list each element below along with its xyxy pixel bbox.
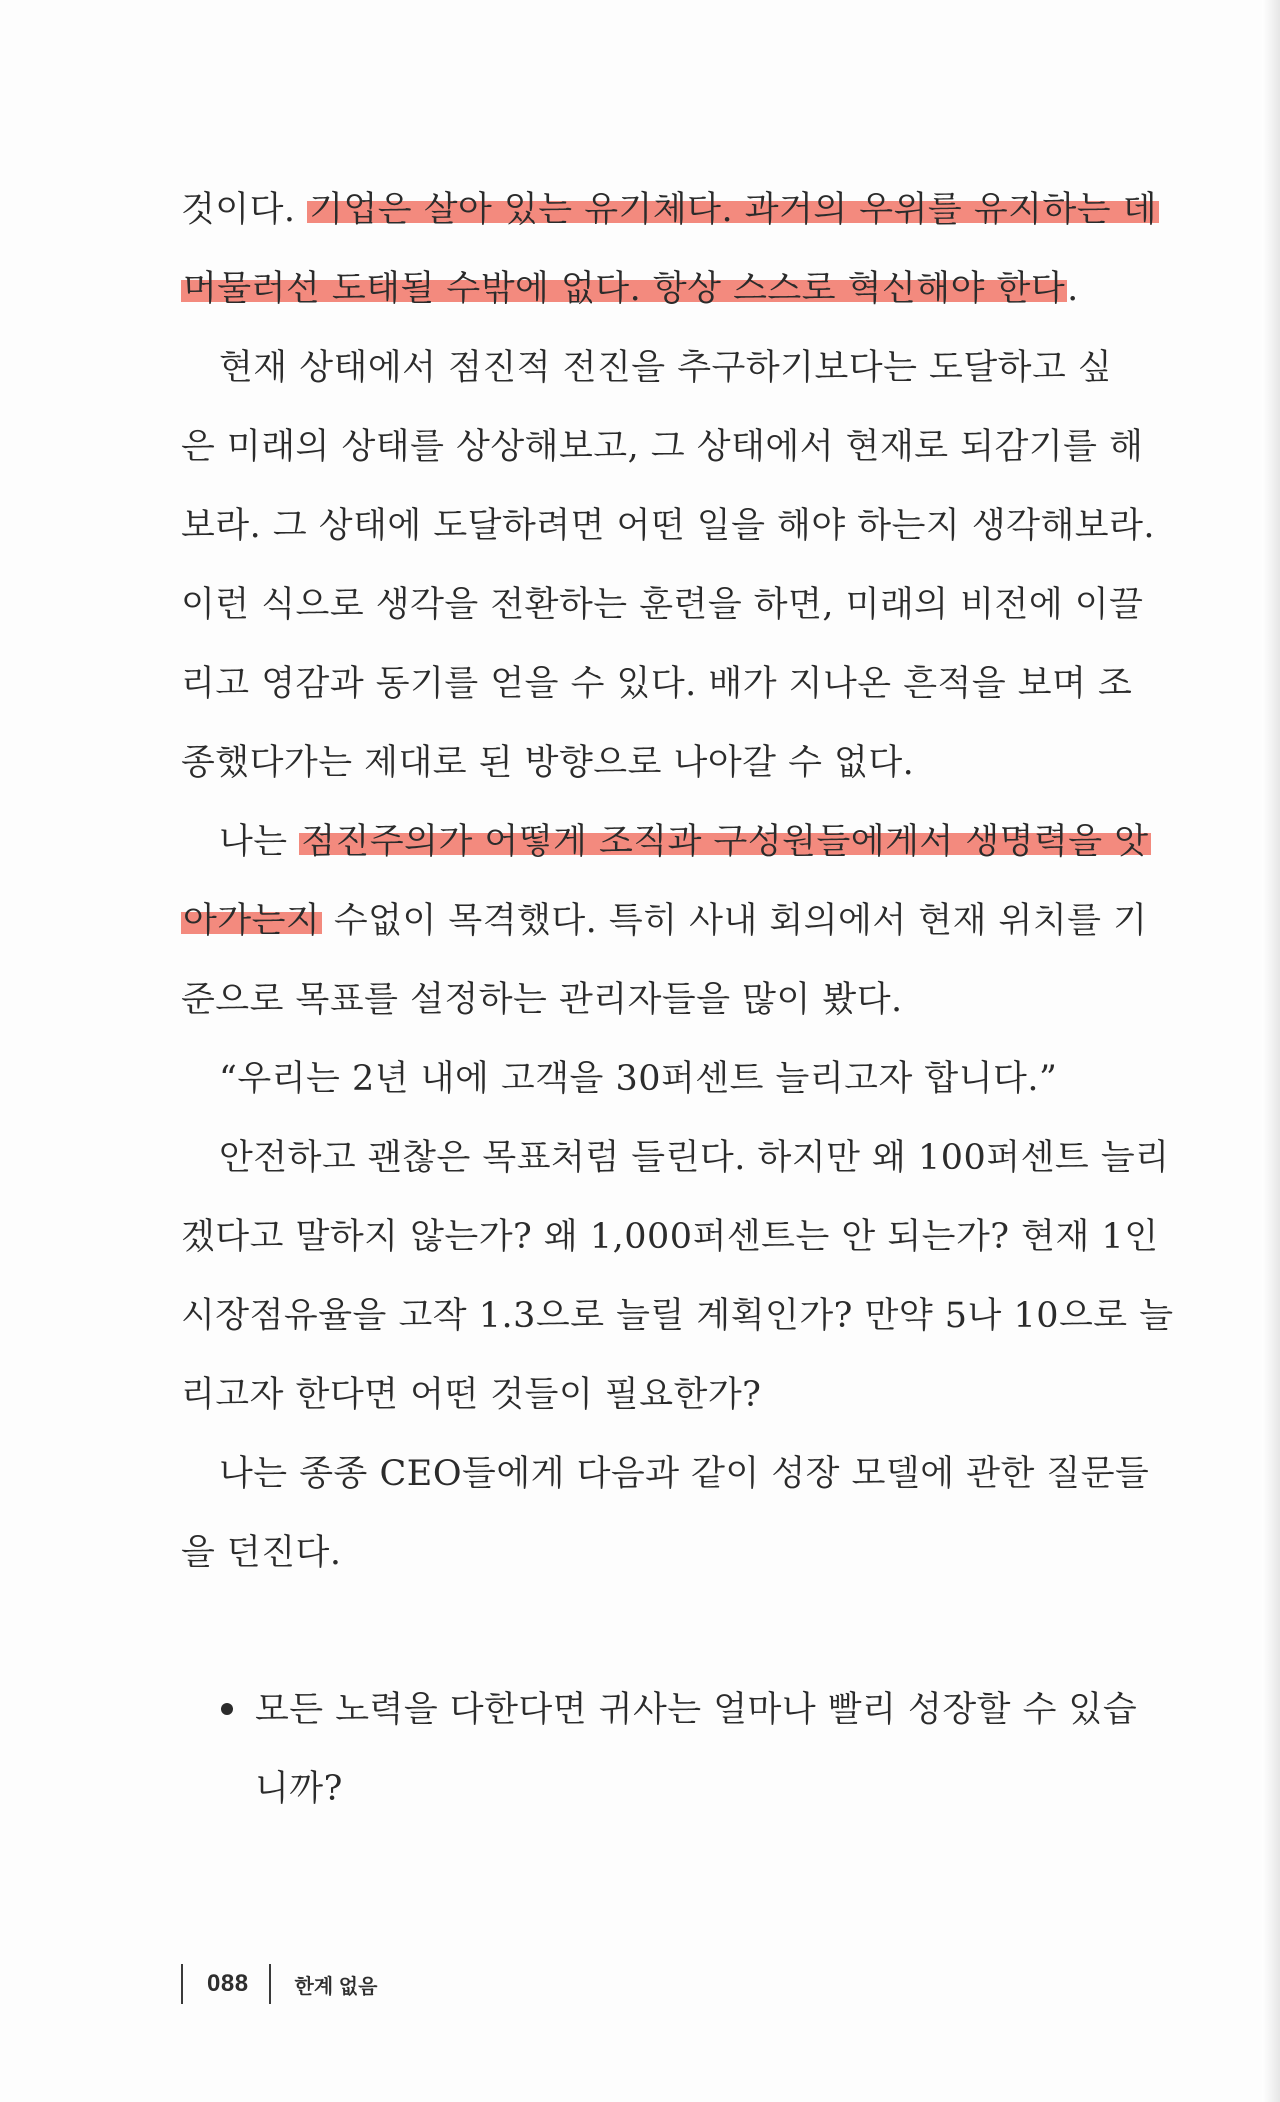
text-line-2 (181, 265, 1079, 313)
text-line-5: 보라. 그 상태에 도달하려면 어떤 일을 해야 하는지 생각해보라. (181, 506, 1156, 546)
page-footer (181, 1964, 377, 2004)
text-line-4: 은 미래의 상태를 상상해보고, 그 상태에서 현재로 되감기를 해 (181, 427, 1144, 467)
highlight-mark: 머물러선 도태될 수밖에 없다. 항상 스스로 혁신해야 한다 (183, 269, 1066, 309)
text-span: 것이다. (181, 190, 308, 230)
bullet-text: 모든 노력을 다한다면 귀사는 얼마나 빨리 성장할 수 있습 (255, 1690, 1138, 1730)
footer-divider (269, 1964, 271, 2004)
text-span: 나는 (219, 822, 300, 862)
highlight-mark: 아가는지 (183, 901, 321, 941)
text-line-10 (181, 897, 1147, 945)
bullet-item-continuation: 니까? (255, 1769, 343, 1809)
quote-line: “우리는 2년 내에 고객을 30퍼센트 늘리고자 합니다.” (219, 1059, 1058, 1099)
paragraph-first-line: 안전하고 괜찮은 목표처럼 들린다. 하지만 왜 100퍼센트 늘리 (219, 1138, 1170, 1178)
text-line-15: 시장점유율을 고작 1.3으로 늘릴 계획인가? 만약 5나 10으로 늘 (181, 1296, 1174, 1336)
text-line-14: 겠다고 말하지 않는가? 왜 1,000퍼센트는 안 되는가? 현재 1인 (181, 1217, 1159, 1257)
bullet-item (181, 1686, 1137, 1734)
text-line-18: 을 던진다. (181, 1533, 342, 1573)
text-line-11: 준으로 목표를 설정하는 관리자들을 많이 봤다. (181, 980, 903, 1020)
paragraph-first-line: 나는 종종 CEO들에게 다음과 같이 성장 모델에 관한 질문들 (219, 1454, 1150, 1494)
page-number: 088 (207, 1970, 249, 1997)
page-edge-shadow (1262, 0, 1280, 2102)
book-title: 한계 없음 (294, 1975, 378, 1998)
text-span: 수없이 목격했다. 특히 사내 회의에서 현재 위치를 기 (322, 901, 1148, 941)
text-span: . (1067, 269, 1079, 309)
bullet-dot-icon (221, 1703, 233, 1715)
text-line-6: 이런 식으로 생각을 전환하는 훈련을 하면, 미래의 비전에 이끌 (181, 585, 1144, 625)
text-line-8: 종했다가는 제대로 된 방향으로 나아갈 수 없다. (181, 743, 915, 783)
paragraph-first-line (219, 818, 1151, 866)
highlight-mark: 기업은 살아 있는 유기체다. 과거의 우위를 유지하는 데 (309, 190, 1158, 230)
footer-divider (181, 1964, 183, 2004)
highlight-mark: 점진주의가 어떻게 조직과 구성원들에게서 생명력을 앗 (301, 822, 1149, 862)
paragraph-first-line: 현재 상태에서 점진적 전진을 추구하기보다는 도달하고 싶 (219, 348, 1113, 388)
text-line-1 (181, 186, 1159, 234)
text-line-7: 리고 영감과 동기를 얻을 수 있다. 배가 지나온 흔적을 보며 조 (181, 664, 1133, 704)
text-line-16: 리고자 한다면 어떤 것들이 필요한가? (181, 1375, 762, 1415)
